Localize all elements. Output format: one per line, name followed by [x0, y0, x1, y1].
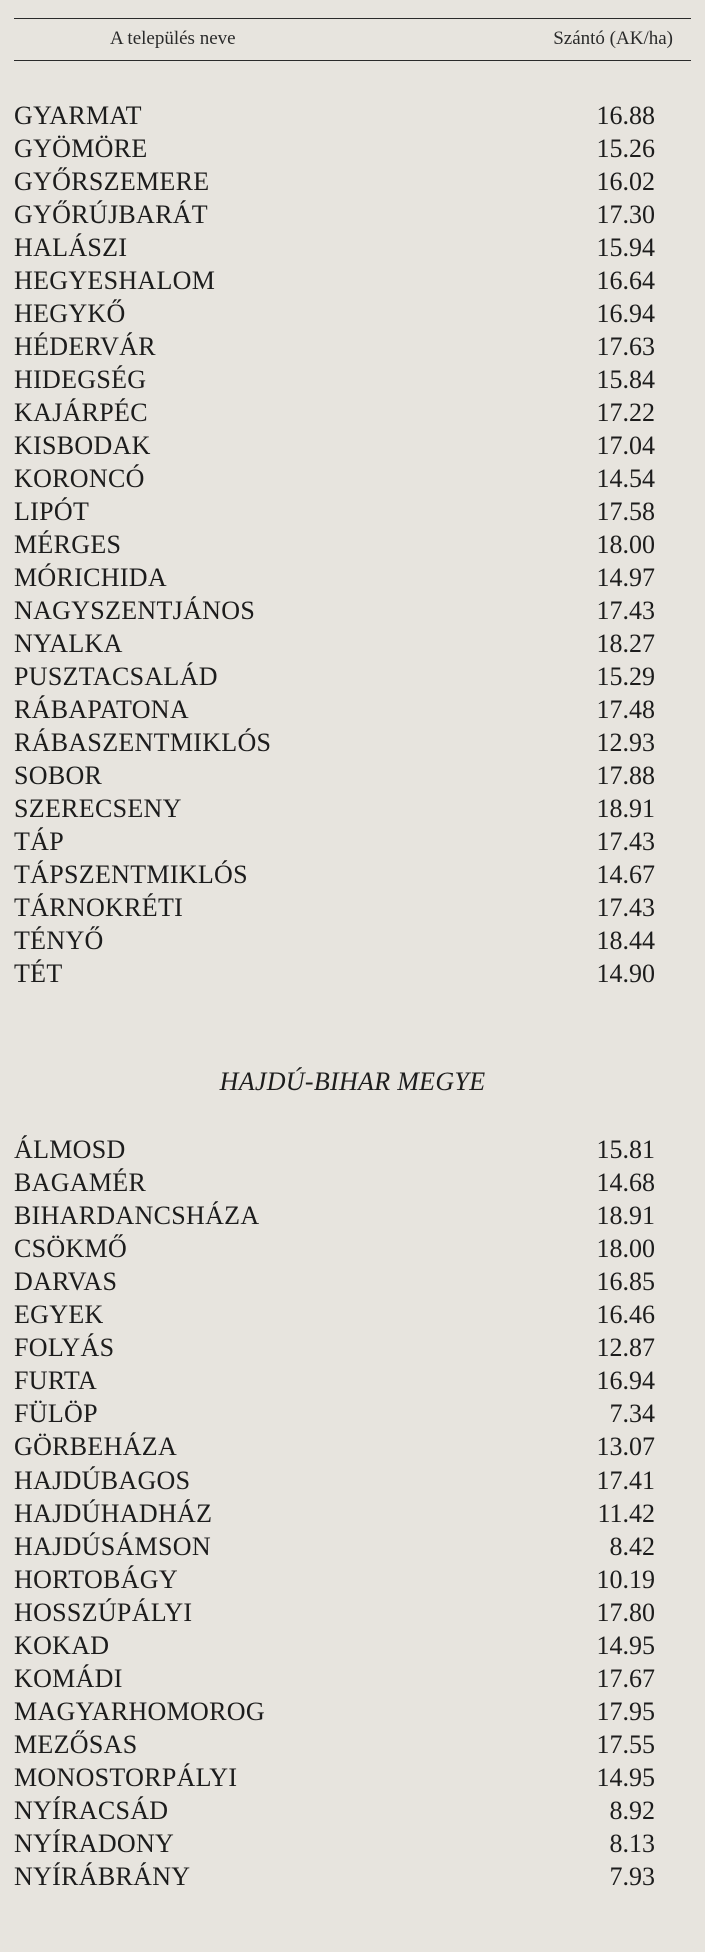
- table-row: [14, 1398, 691, 1430]
- table-row: [14, 694, 691, 726]
- table-row: [14, 1167, 691, 1199]
- table-row: [14, 496, 691, 528]
- settlement-name: NYÍRÁBRÁNY: [14, 1862, 191, 1892]
- arable-value: 17.88: [596, 761, 655, 790]
- table-row: [14, 1597, 691, 1629]
- table-row: [14, 1729, 691, 1761]
- table-row: [14, 1299, 691, 1331]
- table-row: [14, 364, 691, 396]
- section-title: HAJDÚ-BIHAR MEGYE: [219, 1067, 486, 1096]
- arable-value: 17.43: [596, 596, 655, 625]
- table-row: [14, 397, 691, 429]
- settlement-name: NYÍRACSÁD: [14, 1796, 169, 1825]
- settlement-name: GÖRBEHÁZA: [14, 1432, 178, 1462]
- settlement-name: CSÖKMŐ: [14, 1234, 128, 1264]
- settlement-name: KAJÁRPÉC: [14, 398, 148, 427]
- arable-value: 17.30: [596, 200, 655, 229]
- table-row: [14, 1630, 691, 1662]
- settlement-name: HIDEGSÉG: [14, 365, 147, 394]
- settlement-name: NAGYSZENTJÁNOS: [14, 596, 256, 625]
- settlement-name: KISBODAK: [14, 431, 151, 460]
- table-row: [14, 1531, 691, 1563]
- settlement-name: LIPÓT: [14, 497, 90, 526]
- arable-value: 17.95: [596, 1696, 655, 1726]
- table-row: [14, 331, 691, 363]
- settlement-name: HÉDERVÁR: [14, 332, 156, 361]
- settlement-name: GYÖMÖRE: [14, 134, 148, 163]
- settlement-name: TÉT: [14, 959, 63, 988]
- settlement-name: TÁPSZENTMIKLÓS: [14, 860, 248, 889]
- arable-value: 14.95: [596, 1630, 655, 1660]
- arable-value: 10.19: [596, 1564, 655, 1594]
- table-row: [14, 1663, 691, 1695]
- arable-value: 17.43: [596, 893, 655, 922]
- settlement-name: FURTA: [14, 1366, 98, 1396]
- arable-value: 18.27: [596, 629, 655, 658]
- arable-value: 17.04: [596, 431, 655, 460]
- arable-value: 8.92: [609, 1796, 655, 1825]
- settlement-name: HEGYESHALOM: [14, 266, 216, 295]
- arable-value: 15.29: [596, 662, 655, 691]
- arable-value: 16.85: [596, 1267, 655, 1297]
- settlement-name: NYALKA: [14, 629, 123, 658]
- arable-value: 18.00: [596, 530, 655, 559]
- arable-value: 18.91: [596, 1201, 655, 1231]
- table-row: [14, 1200, 691, 1232]
- table-row: [14, 793, 691, 825]
- table-row: [14, 166, 691, 198]
- arable-value: 17.41: [596, 1465, 655, 1495]
- table-row: [14, 925, 691, 957]
- settlement-name: HALÁSZI: [14, 233, 128, 262]
- arable-value: 7.93: [609, 1862, 655, 1892]
- arable-value: 16.94: [596, 299, 655, 328]
- arable-value: 14.68: [596, 1168, 655, 1198]
- table-row: [14, 1465, 691, 1497]
- table-row: [14, 1564, 691, 1596]
- arable-value: 13.07: [596, 1432, 655, 1462]
- arable-value: 18.00: [596, 1234, 655, 1264]
- table-row: [14, 1795, 691, 1827]
- settlement-name: HOSSZÚPÁLYI: [14, 1597, 193, 1627]
- arable-value: 17.22: [596, 398, 655, 427]
- settlement-name: ÁLMOSD: [14, 1135, 126, 1164]
- table-header-rule: [14, 60, 691, 61]
- arable-value: 17.55: [596, 1729, 655, 1759]
- arable-value: 16.94: [596, 1366, 655, 1396]
- settlement-name: EGYEK: [14, 1300, 104, 1330]
- table-row: [14, 232, 691, 264]
- arable-value: 17.48: [596, 695, 655, 724]
- arable-value: 17.80: [596, 1597, 655, 1627]
- table-row: [14, 1134, 691, 1166]
- arable-value: 15.26: [596, 134, 655, 163]
- arable-value: 16.88: [596, 101, 655, 130]
- arable-value: 14.90: [596, 959, 655, 988]
- settlement-name: HAJDÚSÁMSON: [14, 1531, 211, 1561]
- table-row: [14, 298, 691, 330]
- arable-value: 14.97: [596, 563, 655, 592]
- settlement-name: MAGYARHOMOROG: [14, 1696, 265, 1726]
- table-row: [14, 1861, 691, 1893]
- settlement-name: FOLYÁS: [14, 1333, 115, 1363]
- column-header-name: A település neve: [110, 28, 236, 49]
- settlement-name: SZERECSENY: [14, 794, 182, 823]
- table-row: [14, 133, 691, 165]
- table-row: [14, 430, 691, 462]
- settlement-name: BAGAMÉR: [14, 1168, 147, 1198]
- arable-value: 15.84: [596, 365, 655, 394]
- arable-value: 14.67: [596, 860, 655, 889]
- table-row: [14, 463, 691, 495]
- table-top-rule: [14, 18, 691, 19]
- table-row: [14, 1762, 691, 1794]
- settlement-name: NYÍRADONY: [14, 1829, 175, 1859]
- table-row: [14, 1498, 691, 1530]
- settlement-name: MONOSTORPÁLYI: [14, 1762, 238, 1792]
- arable-value: 7.34: [609, 1399, 655, 1429]
- arable-value: 17.67: [596, 1663, 655, 1693]
- table-row: [14, 826, 691, 858]
- arable-value: 16.46: [596, 1300, 655, 1330]
- table-row: [14, 661, 691, 693]
- settlement-name: HORTOBÁGY: [14, 1564, 178, 1594]
- settlement-name: HAJDÚBAGOS: [14, 1465, 191, 1495]
- arable-value: 17.43: [596, 827, 655, 856]
- table-row: [14, 595, 691, 627]
- settlement-name: MÉRGES: [14, 530, 122, 559]
- table-row: [14, 1233, 691, 1265]
- settlement-name: PUSZTACSALÁD: [14, 662, 218, 691]
- settlement-name: TÁRNOKRÉTI: [14, 893, 184, 922]
- table-row: [14, 958, 691, 990]
- column-header-value: Szántó (AK/ha): [553, 28, 673, 49]
- arable-value: 12.87: [596, 1333, 655, 1363]
- arable-value: 8.13: [609, 1829, 655, 1859]
- table-row: [14, 727, 691, 759]
- arable-value: 16.64: [596, 266, 655, 295]
- table-row: [14, 199, 691, 231]
- table-row: [14, 1828, 691, 1860]
- arable-value: 15.81: [596, 1135, 655, 1164]
- table-row: [14, 100, 691, 132]
- settlement-name: BIHARDANCSHÁZA: [14, 1201, 260, 1231]
- table-row: [14, 760, 691, 792]
- settlement-name: RÁBASZENTMIKLÓS: [14, 728, 272, 757]
- table-row: [14, 892, 691, 924]
- arable-value: 18.91: [596, 794, 655, 823]
- settlement-name: SOBOR: [14, 761, 103, 790]
- arable-value: 18.44: [596, 926, 655, 955]
- settlement-name: TÁP: [14, 827, 65, 856]
- settlement-name: MEZŐSAS: [14, 1729, 138, 1759]
- settlement-name: GYŐRÚJBARÁT: [14, 200, 208, 229]
- arable-value: 11.42: [597, 1498, 655, 1528]
- arable-value: 17.58: [596, 497, 655, 526]
- arable-value: 16.02: [596, 167, 655, 196]
- arable-value: 12.93: [596, 728, 655, 757]
- settlement-name: HAJDÚHADHÁZ: [14, 1498, 213, 1528]
- settlement-name: RÁBAPATONA: [14, 695, 189, 724]
- settlement-name: HEGYKŐ: [14, 299, 126, 328]
- table-row: [14, 1365, 691, 1397]
- settlement-name: TÉNYŐ: [14, 926, 104, 955]
- table-row: [14, 529, 691, 561]
- arable-value: 14.54: [596, 464, 655, 493]
- arable-value: 15.94: [596, 233, 655, 262]
- table-row: [14, 1266, 691, 1298]
- table-row: [14, 1431, 691, 1463]
- table-row: [14, 1696, 691, 1728]
- table-row: [14, 265, 691, 297]
- table-row: [14, 1332, 691, 1364]
- settlement-name: KORONCÓ: [14, 464, 145, 493]
- settlement-name: GYŐRSZEMERE: [14, 167, 210, 196]
- arable-value: 17.63: [596, 332, 655, 361]
- table-row: [14, 859, 691, 891]
- settlement-name: MÓRICHIDA: [14, 563, 167, 592]
- arable-value: 14.95: [596, 1762, 655, 1792]
- settlement-name: DARVAS: [14, 1267, 118, 1297]
- table-row: [14, 562, 691, 594]
- settlement-name: GYARMAT: [14, 101, 142, 130]
- table-row: [14, 628, 691, 660]
- settlement-name: FÜLÖP: [14, 1399, 98, 1429]
- arable-value: 8.42: [609, 1531, 655, 1561]
- settlement-name: KOMÁDI: [14, 1663, 123, 1693]
- settlement-name: KOKAD: [14, 1630, 110, 1660]
